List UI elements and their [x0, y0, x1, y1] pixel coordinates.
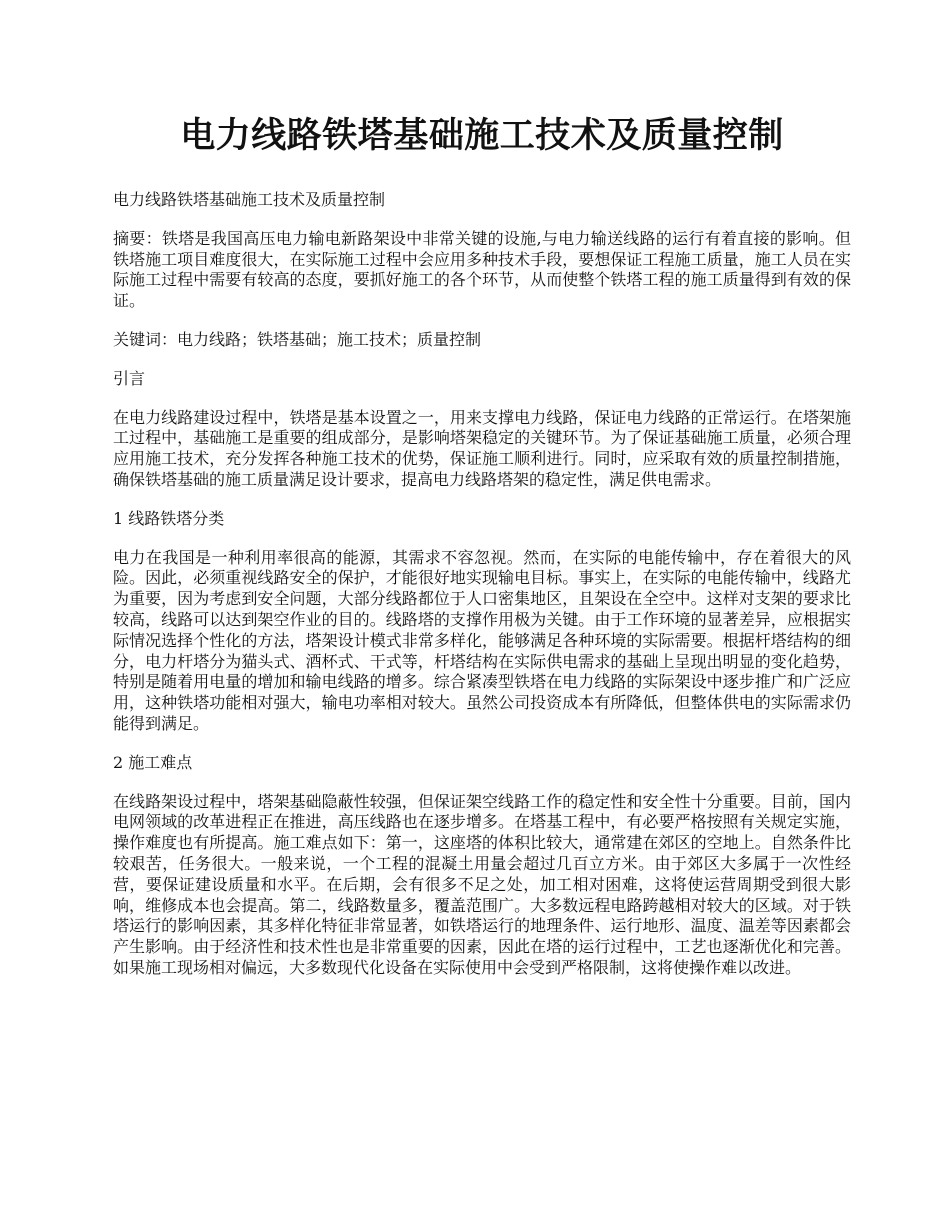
document-title: 电力线路铁塔基础施工技术及质量控制	[180, 115, 784, 156]
intro-heading: 引言	[113, 368, 146, 388]
keywords-line: 关键词：电力线路；铁塔基础；施工技术；质量控制	[113, 329, 482, 349]
section-2-paragraph: 在线路架设过程中，塔架基础隐蔽性较强，但保证架空线路工作的稳定性和安全性十分重要。目前，国内电网领域的改革进程正在推进，高压线路也在逐步增多。在塔基工程中，有必要严格按照有关规定实施，操作难度也有所提高。施工难点如下：第一，这座塔的体积比较大，通常建在郊区的空地上。自然条件比较艰苦，任务很大。一般来说，一个工程的混凝土用量会超过几百立方米。由于郊区大多属于一次性经营，要保证建设质量和水平。在后期，会有很多不足之处，加工相对困难，这将使运营周期受到很大影响，维修成本也会提高。第二，线路数量多，覆盖范围广。大多数远程电路跨越相对较大的区域。对于铁塔运行的影响因素，其多样化特征非常显著，如铁塔运行的地理条件、运行地形、温度、温差等因素都会产生影响。由于经济性和技术性也是非常重要的因素，因此在塔的运行过程中，工艺也逐渐优化和完善。如果施工现场相对偏远，大多数现代化设备在实际使用中会受到严格限制，这将使操作难以改进。	[113, 791, 851, 977]
abstract-paragraph: 摘要：铁塔是我国高压电力输电新路架设中非常关键的设施,与电力输送线路的运行有着直接的影响。但铁塔施工项目难度很大，在实际施工过程中会应用多种技术手段，要想保证工程施工质量，施工人员在实际施工过程中需要有较高的态度，要抓好施工的各个环节，从而使整个铁塔工程的施工质量得到有效的保证。	[113, 228, 851, 311]
section-1-paragraph: 电力在我国是一种利用率很高的能源，其需求不容忽视。然而，在实际的电能传输中，存在着很大的风险。因此，必须重视线路安全的保护，才能很好地实现输电目标。事实上，在实际的电能传输中，线路尤为重要，因为考虑到安全问题，大部分线路都位于人口密集地区，且架设在全空中。这样对支架的要求比较高，线路可以达到架空作业的目的。线路塔的支撑作用极为关键。由于工作环境的显著差异，应根据实际情况选择个性化的方法，塔架设计模式非常多样化，能够满足各种环境的实际需要。根据杆塔结构的细分，电力杆塔分为猫头式、酒杯式、干式等，杆塔结构在实际供电需求的基础上呈现出明显的变化趋势，特别是随着用电量的增加和输电线路的增多。综合紧凑型铁塔在电力线路的实际架设中逐步推广和广泛应用，这种铁塔功能相对强大，输电功率相对较大。虽然公司投资成本有所降低，但整体供电的实际需求仍能得到满足。	[113, 547, 851, 733]
document-page	[113, 112, 851, 997]
document-subtitle: 电力线路铁塔基础施工技术及质量控制	[113, 190, 386, 209]
section-2-heading: 2 施工难点	[113, 752, 193, 772]
section-1-heading: 1 线路铁塔分类	[113, 508, 225, 528]
intro-paragraph: 在电力线路建设过程中，铁塔是基本设置之一，用来支撑电力线路，保证电力线路的正常运行。在塔架施工过程中，基础施工是重要的组成部分，是影响塔架稳定的关键环节。为了保证基础施工质量，必须合理应用施工技术，充分发挥各种施工技术的优势，保证施工顺利进行。同时，应采取有效的质量控制措施，确保铁塔基础的施工质量满足设计要求，提高电力线路塔架的稳定性，满足供电需求。	[113, 407, 851, 489]
